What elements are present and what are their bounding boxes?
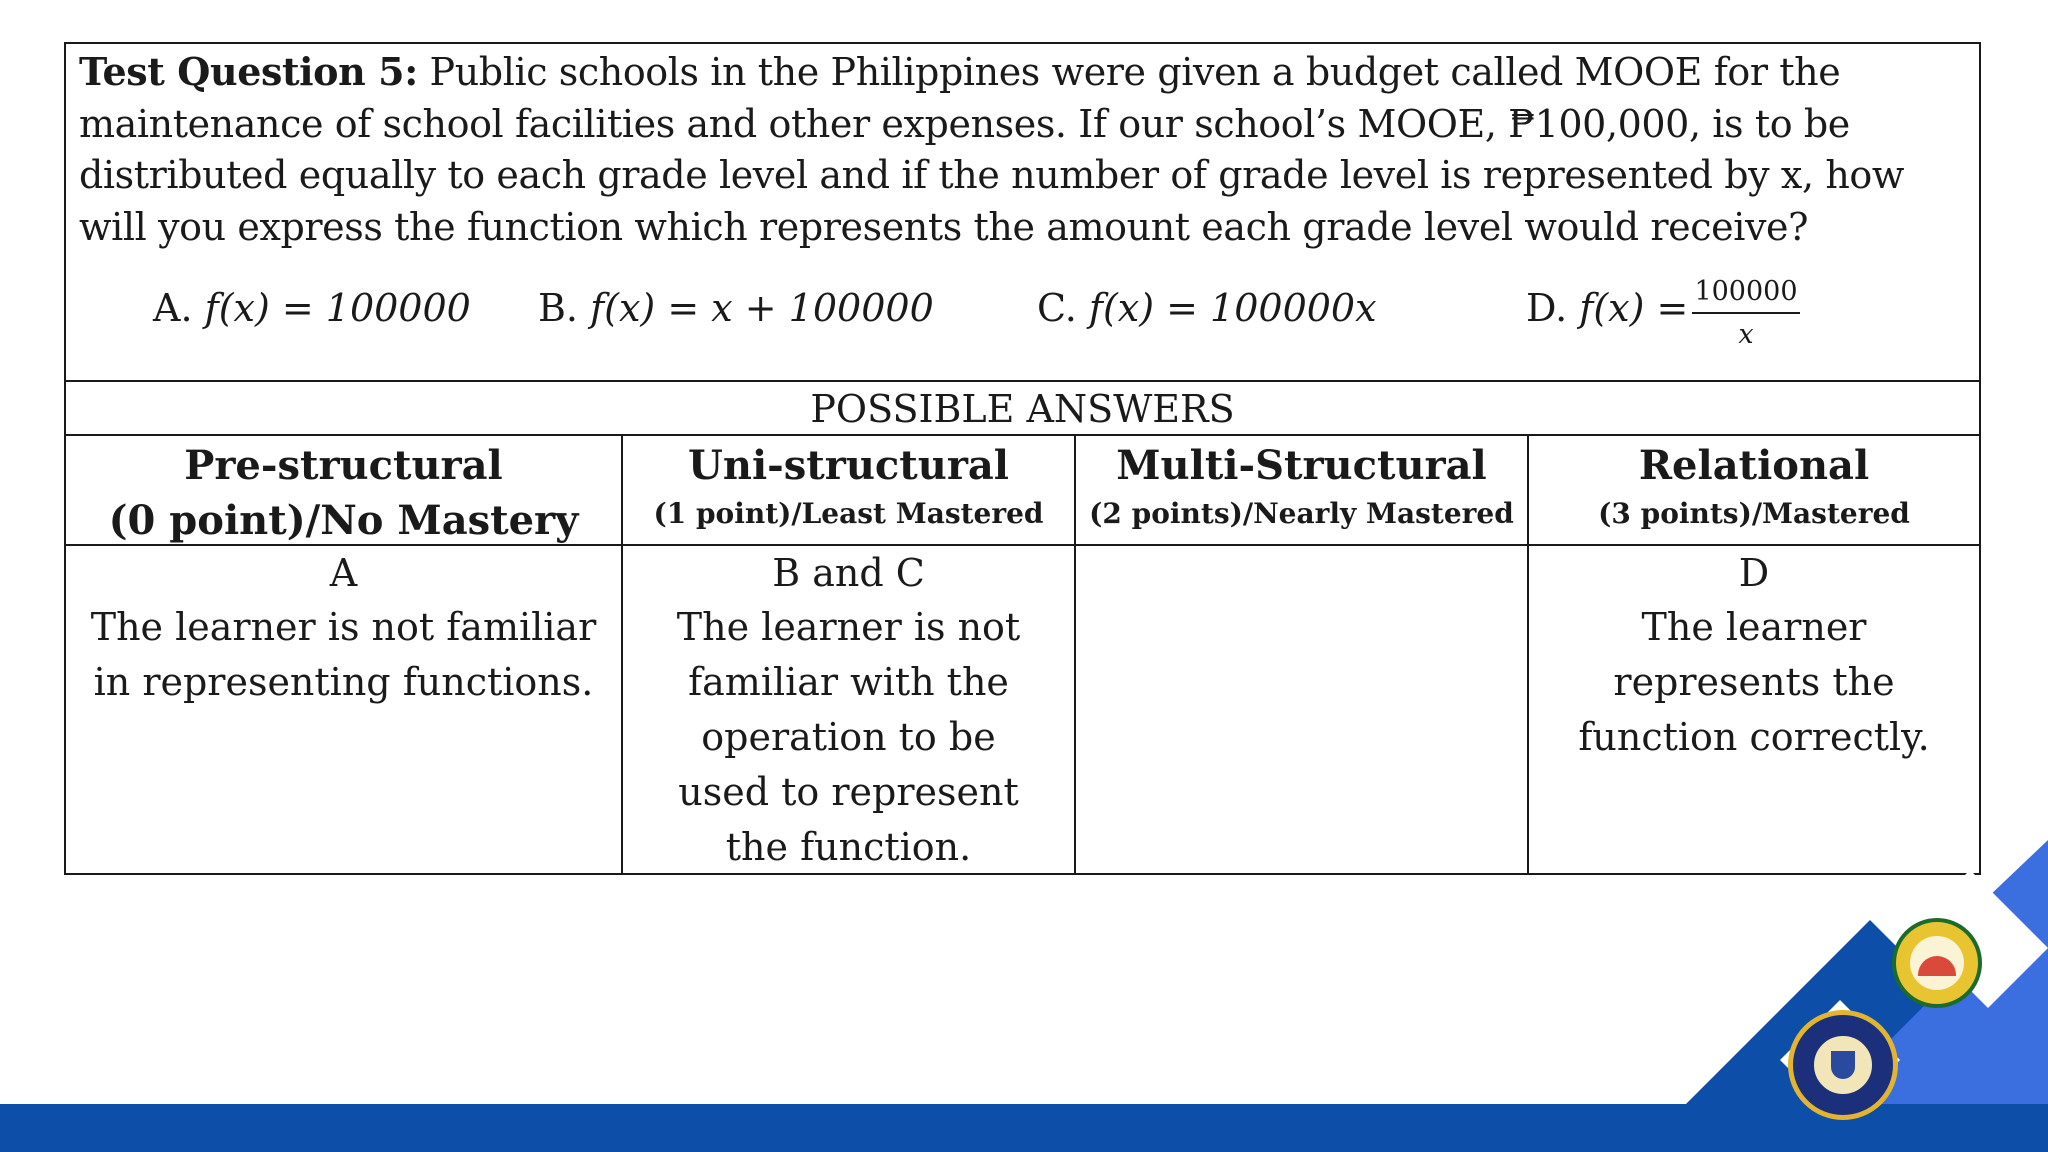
header-title: Relational bbox=[1638, 442, 1870, 489]
possible-answers-title: POSSIBLE ANSWERS bbox=[66, 382, 1979, 436]
header-unistructural bbox=[621, 436, 1074, 544]
answer-letters: D bbox=[1738, 551, 1770, 595]
choice-b-expr: f(x) = x + 100000 bbox=[590, 286, 934, 330]
header-sub: (2 points)/Nearly Mastered bbox=[1089, 497, 1514, 530]
header-title: Pre-structural bbox=[184, 442, 503, 489]
answer-description: The learner is not familiar in representing functions. bbox=[90, 605, 597, 704]
answer-letters: A bbox=[329, 551, 358, 595]
question-body: Public schools in the Philippines were given a budget called MOOE for the maintenance of school facilities and other expenses. If our school’s MOOE, ₱100,000, is to be distributed equally to each grade level and if the number of grade level is represented by x, how will you express the function which represents the amount each grade level would receive? bbox=[79, 50, 1905, 249]
choice-b-letter: B. bbox=[538, 286, 579, 330]
header-prestructural bbox=[66, 436, 621, 544]
question-label: Test Question 5: bbox=[79, 49, 418, 94]
answer-row bbox=[66, 546, 1979, 873]
header-multistructural bbox=[1074, 436, 1527, 544]
answer-prestructural bbox=[66, 546, 621, 873]
district-logo-icon bbox=[1892, 918, 1982, 1008]
fraction-numerator: 100000 bbox=[1694, 276, 1798, 307]
header-sub: (0 point)/No Mastery bbox=[108, 497, 579, 544]
choice-b bbox=[538, 286, 934, 330]
school-logo-shield bbox=[1831, 1051, 1855, 1079]
answer-letters: B and C bbox=[772, 551, 925, 595]
choice-c-expr: f(x) = 100000x bbox=[1088, 286, 1377, 330]
answer-unistructural bbox=[621, 546, 1074, 873]
bottom-band bbox=[0, 1104, 2048, 1152]
question-box bbox=[66, 44, 1979, 382]
header-row bbox=[66, 436, 1979, 546]
header-relational bbox=[1527, 436, 1979, 544]
fraction-denominator: x bbox=[1738, 319, 1754, 350]
choice-c-letter: C. bbox=[1037, 286, 1077, 330]
answer-relational bbox=[1527, 546, 1979, 873]
choice-d-expr: f(x) = bbox=[1579, 286, 1689, 330]
header-title: Uni-structural bbox=[687, 442, 1009, 489]
answer-description: The learner is not familiar with the operation to be used to represent the function. bbox=[676, 605, 1021, 869]
school-logo-icon bbox=[1788, 1010, 1898, 1120]
answer-multistructural bbox=[1074, 546, 1527, 873]
rubric-table bbox=[64, 42, 1981, 875]
choice-a-expr: f(x) = 100000 bbox=[204, 286, 471, 330]
header-sub: (1 point)/Least Mastered bbox=[653, 497, 1044, 530]
choice-d bbox=[1526, 286, 1688, 330]
answer-description: The learner represents the function correctly. bbox=[1578, 605, 1930, 759]
choice-a-letter: A. bbox=[153, 286, 193, 330]
choice-a bbox=[153, 286, 471, 330]
choice-d-letter: D. bbox=[1526, 286, 1568, 330]
header-sub: (3 points)/Mastered bbox=[1598, 497, 1910, 530]
fraction-bar bbox=[1692, 312, 1800, 314]
choice-d-fraction bbox=[1692, 274, 1800, 352]
choice-c bbox=[1037, 286, 1377, 330]
header-title: Multi-Structural bbox=[1116, 442, 1487, 489]
question-text bbox=[79, 46, 1969, 253]
